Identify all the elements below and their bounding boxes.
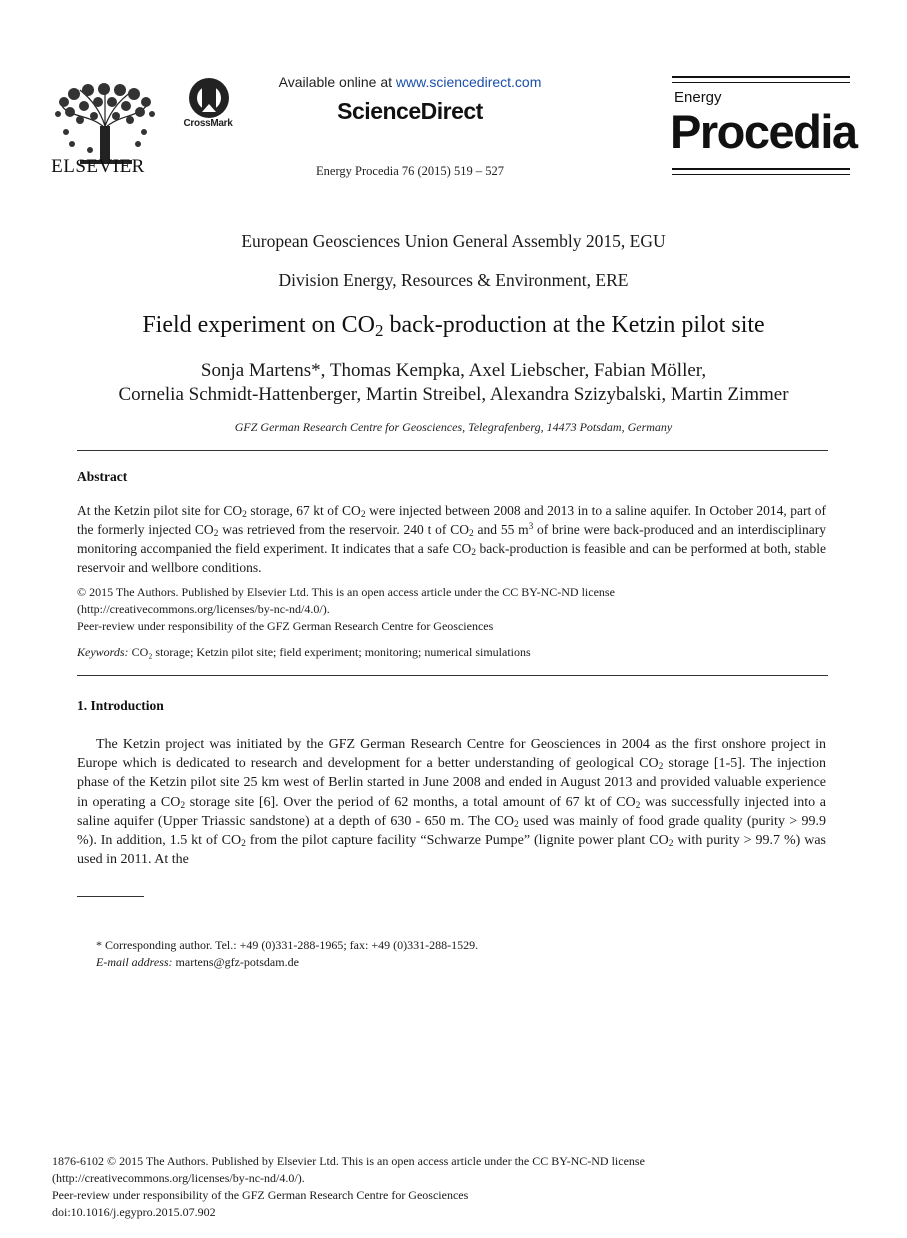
journal-logo-top: Energy xyxy=(674,89,722,106)
abstract-body: At the Ketzin pilot site for $CO_2$ storage, 67 kt of $CO_2$ were injected between 2008 and 2013 in to a saline aquifer. In October 2014, part of the formerly injected $CO_2$ was retrieved from the reservoir. 240 t of $CO_2$ and 55 $m^3$ of brine were back-produced and an interdisciplinary monitoring accompanied the field experiment. It indicates that a safe $CO_2$ back-production is feasible and can be performed at both, stable reservoir and wellbore conditions. xyxy=(77,503,826,575)
journal-reference: Energy Procedia 76 (2015) 519 – 527 xyxy=(316,164,504,178)
affiliation: GFZ German Research Centre for Geosciences, Telegrafenberg, 14473 Potsdam, Germany xyxy=(234,420,673,434)
footnote-rule xyxy=(77,896,144,897)
abstract-heading: Abstract xyxy=(77,469,128,484)
copyright-line-1: © 2015 The Authors. Published by Elsevier Ltd. This is an open access article under the CC BY-NC-ND license xyxy=(77,585,615,599)
doi[interactable]: doi:10.1016/j.egypro.2015.07.902 xyxy=(52,1205,216,1219)
crossmark-label: CrossMark xyxy=(183,118,233,129)
journal-logo-rule xyxy=(672,168,850,170)
email-line xyxy=(96,955,299,970)
title-part-2: back-production at the Ketzin pilot site xyxy=(383,312,765,338)
platform-name: ScienceDirect xyxy=(337,98,483,124)
issn-copyright: 1876-6102 © 2015 The Authors. Published by Elsevier Ltd. This is an open access article under the CC BY-NC-ND license xyxy=(52,1154,645,1168)
license-url[interactable]: (http://creativecommons.org/licenses/by-nc-nd/4.0/). xyxy=(52,1171,305,1185)
divider xyxy=(77,450,828,451)
corresponding-author: * Corresponding author. Tel.: +49 (0)331-288-1965; fax: +49 (0)331-288-1529. xyxy=(96,938,479,952)
peer-review: Peer-review under responsibility of the GFZ German Research Centre for Geosciences xyxy=(77,619,494,633)
sciencedirect-link[interactable]: www.sciencedirect.com xyxy=(395,74,542,90)
email-label: E-mail address: xyxy=(96,955,173,969)
journal-logo-rule xyxy=(672,76,850,78)
journal-logo-main: Procedia xyxy=(670,105,857,158)
email-address[interactable]: martens@gfz-potsdam.de xyxy=(175,955,299,969)
conference-line-1: European Geosciences Union General Assembly 2015, EGU xyxy=(241,231,666,251)
article-title xyxy=(40,312,867,341)
title-subscript: 2 xyxy=(374,321,384,340)
keywords-list: CO₂ storage; Ketzin pilot site; field experiment; monitoring; numerical simulations xyxy=(131,645,531,659)
publisher-name: ELSEVIER xyxy=(51,156,145,177)
introduction-heading: 1. Introduction xyxy=(77,698,164,713)
available-online xyxy=(230,74,590,90)
available-online-prefix: Available online at xyxy=(278,74,396,90)
keywords-label: Keywords: xyxy=(77,645,129,659)
bottom-peer-review: Peer-review under responsibility of the GFZ German Research Centre for Geosciences xyxy=(52,1188,469,1202)
conference-line-2: Division Energy, Resources & Environment, ERE xyxy=(278,270,629,290)
title-part-1: Field experiment on CO xyxy=(142,312,375,338)
introduction-body: The Ketzin project was initiated by the GFZ German Research Centre for Geosciences in 2004 as the first onshore project in Europe which is dedicated to research and development for a better understanding of geological $CO_2$ storage [1-5]. The injection phase of the Ketzin pilot site 25 km west of Berlin started in June 2008 and ended in August 2013 and provided valuable experience in operating a $CO_2$ storage site [6]. Over the period of 62 months, a total amount of 67 kt of $CO_2$ was successfully injected into a saline aquifer (Upper Triassic sandstone) at a depth of 630 - 650 m. The $CO_2$ used was mainly of food grade quality (purity > 99.9 %). In addition, 1.5 kt of $CO_2$ from the pilot capture facility “Schwarze Pumpe” (lignite power plant $CO_2$ with purity > 99.7 %) was used in 2011. At the xyxy=(77,737,826,868)
authors-line-2: Cornelia Schmidt-Hattenberger, Martin Streibel, Alexandra Szizybalski, Martin Zimmer xyxy=(118,384,789,405)
authors-line-1: Sonja Martens*, Thomas Kempka, Axel Liebscher, Fabian Möller, xyxy=(200,360,707,381)
copyright-line-2: (http://creativecommons.org/licenses/by-nc-nd/4.0/). xyxy=(77,602,330,616)
keywords xyxy=(77,644,826,661)
journal-logo-rule xyxy=(672,174,850,175)
divider xyxy=(77,675,828,676)
journal-logo-rule xyxy=(672,82,850,83)
